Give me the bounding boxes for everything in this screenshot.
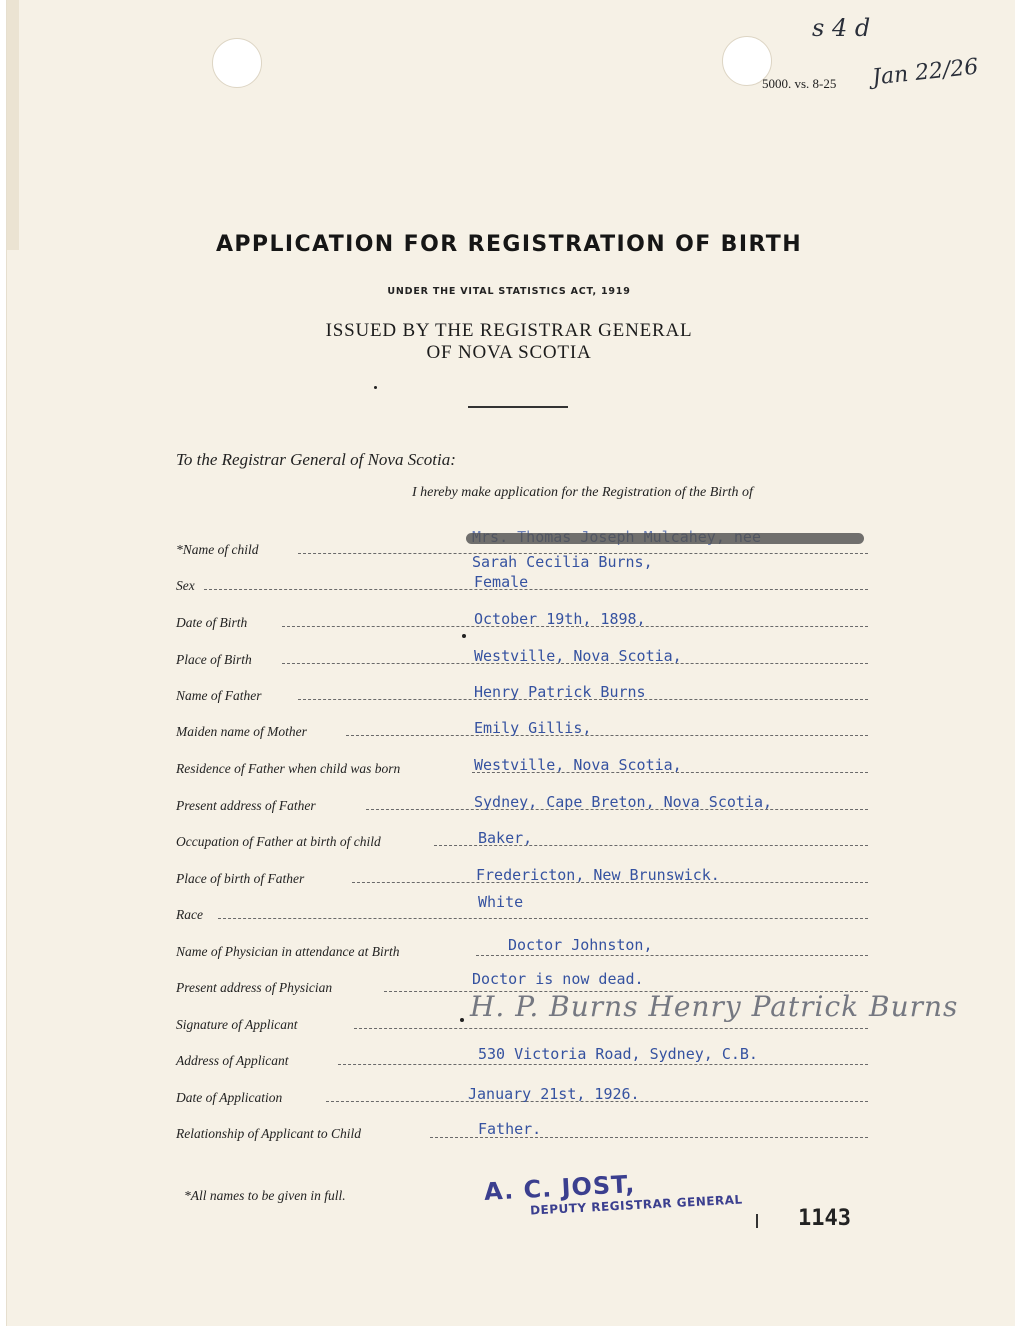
field-name-of-father: [176, 682, 868, 704]
field-label: Place of birth of Father: [176, 871, 305, 886]
field-label: Present address of Physician: [176, 980, 333, 995]
name-of-child-value: Sarah Cecilia Burns,: [472, 553, 653, 571]
applicant-signature: H. P. Burns Henry Patrick Burns: [470, 990, 959, 1023]
corner-handwriting-date: Jan 22/26: [870, 54, 980, 91]
corner-handwriting-top: s 4 d: [812, 14, 871, 42]
field-name-of-physician: [176, 938, 868, 960]
dotted-line: [338, 1064, 868, 1065]
ink-dot: [460, 1018, 464, 1022]
field-value: 530 Victoria Road, Sydney, C.B.: [478, 1045, 758, 1063]
field-value: Westville, Nova Scotia,: [474, 647, 682, 665]
field-value: Emily Gillis,: [474, 719, 592, 737]
dotted-line: [204, 589, 868, 590]
footnote: *All names to be given in full.: [184, 1188, 346, 1203]
field-label: Address of Applicant: [176, 1053, 289, 1068]
punch-hole-left: [212, 38, 262, 88]
issuer-line-2: OF NOVA SCOTIA: [426, 342, 592, 363]
field-label: Residence of Father when child was born: [176, 761, 401, 776]
title-divider: [468, 406, 568, 408]
field-value: Female: [474, 573, 529, 591]
field-value: Fredericton, New Brunswick.: [476, 866, 720, 884]
dotted-line: [218, 918, 868, 919]
field-value: White: [478, 893, 524, 911]
field-label: *Name of child: [176, 542, 259, 557]
field-relationship-of-applicant: [176, 1120, 868, 1142]
field-value: Doctor Johnston,: [508, 936, 653, 954]
field-label: Signature of Applicant: [176, 1017, 298, 1032]
field-name-of-child: [176, 536, 868, 558]
field-value: Doctor is now dead.: [472, 970, 644, 988]
field-label: Present address of Father: [176, 798, 316, 813]
field-value: Henry Patrick Burns: [474, 683, 646, 701]
dotted-line: [354, 1028, 868, 1029]
registrar-stamp-name: A. C. JOST,: [483, 1170, 636, 1206]
field-address-of-applicant: [176, 1047, 868, 1069]
document-title: APPLICATION FOR REGISTRATION OF BIRTH: [215, 232, 803, 257]
field-value: Sydney, Cape Breton, Nova Scotia,: [474, 793, 773, 811]
field-label: Name of Physician in attendance at Birth: [176, 944, 400, 959]
field-label: Maiden name of Mother: [176, 724, 307, 739]
field-maiden-name-of-mother: [176, 718, 868, 740]
field-label: Relationship of Applicant to Child: [176, 1126, 361, 1141]
field-date-of-birth: [176, 609, 868, 631]
field-value: January 21st, 1926.: [468, 1085, 640, 1103]
field-value: Father.: [478, 1120, 542, 1138]
salutation: To the Registrar General of Nova Scotia:: [176, 450, 456, 469]
dotted-line: [298, 553, 868, 554]
field-label: Place of Birth: [176, 652, 252, 667]
field-value: Westville, Nova Scotia,: [474, 756, 682, 774]
form-code: 5000. vs. 8-25: [762, 76, 837, 91]
field-place-of-birth: [176, 646, 868, 668]
registrar-stamp-title: DEPUTY REGISTRAR GENERAL: [529, 1192, 743, 1218]
field-label: Sex: [176, 578, 195, 593]
registration-number: 1143: [798, 1206, 851, 1231]
field-label: Date of Application: [176, 1090, 283, 1105]
ink-dot: [374, 386, 377, 389]
document-subtitle: UNDER THE VITAL STATISTICS ACT, 1919: [387, 286, 631, 297]
field-residence-of-father: [176, 755, 868, 777]
field-sex: [176, 572, 868, 594]
field-present-address-of-father: [176, 792, 868, 814]
field-value: October 19th, 1898,: [474, 610, 646, 628]
tick-mark: [756, 1214, 758, 1228]
field-label: Race: [176, 907, 203, 922]
issuer-line-1: ISSUED BY THE REGISTRAR GENERAL: [325, 320, 693, 341]
paper-fold: [7, 0, 19, 250]
field-occupation-of-father: [176, 828, 868, 850]
ink-dot: [462, 634, 466, 638]
field-label: Date of Birth: [176, 615, 248, 630]
field-value: Baker,: [478, 829, 533, 847]
field-date-of-application: [176, 1084, 868, 1106]
issuer: [0, 320, 1018, 364]
field-label: Occupation of Father at birth of child: [176, 834, 381, 849]
preamble: I hereby make application for the Registration of the Birth of: [412, 485, 753, 500]
dotted-line: [346, 735, 868, 736]
field-label: Name of Father: [176, 688, 262, 703]
field-place-of-birth-of-father: [176, 865, 868, 887]
dotted-line: [476, 955, 868, 956]
field-race: [176, 893, 868, 923]
